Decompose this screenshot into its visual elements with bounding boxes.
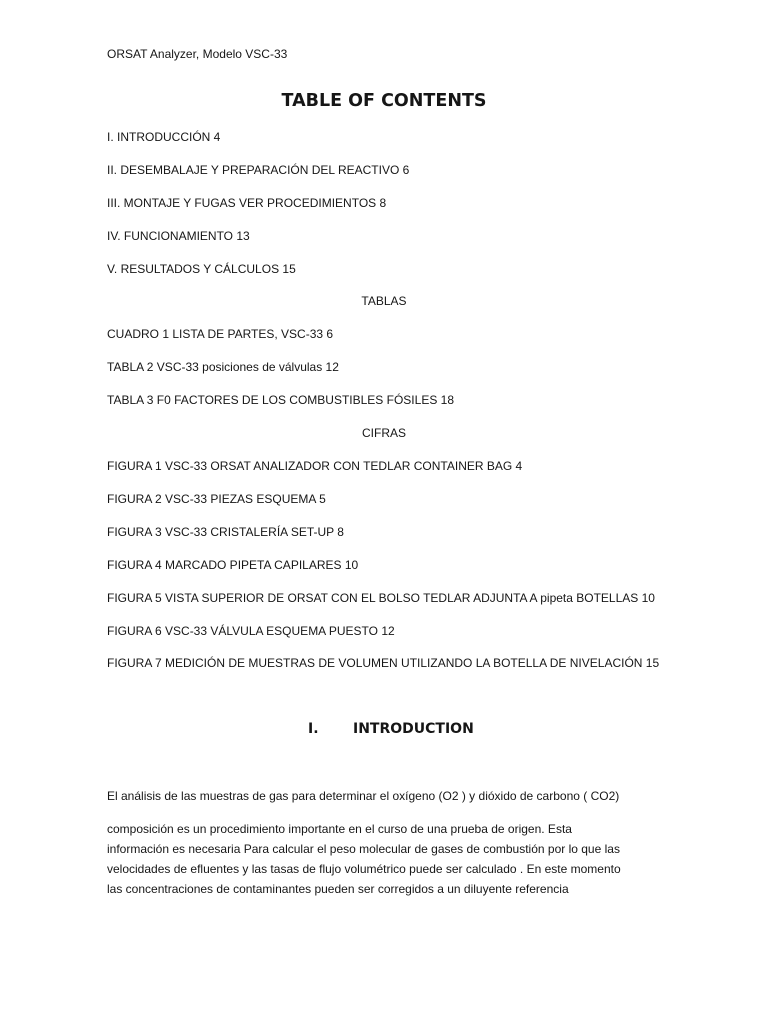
paragraph-line: composición es un procedimiento importante en el curso de una prueba de origen. Esta bbox=[107, 822, 572, 836]
chapter-title: INTRODUCTION bbox=[353, 721, 474, 737]
paragraph-line: velocidades de efluentes y las tasas de flujo volumétrico puede ser calculado . En este momento bbox=[107, 862, 621, 876]
toc-entry: II. DESEMBALAJE Y PREPARACIÓN DEL REACTIVO 6 bbox=[107, 163, 410, 177]
figure-entry: FIGURA 3 VSC-33 CRISTALERÍA SET-UP 8 bbox=[107, 525, 344, 539]
paragraph-line: información es necesaria Para calcular el peso molecular de gases de combustión por lo que las bbox=[107, 842, 620, 856]
table-entry: TABLA 2 VSC-33 posiciones de válvulas 12 bbox=[107, 360, 339, 374]
table-entry: CUADRO 1 LISTA DE PARTES, VSC-33 6 bbox=[107, 327, 334, 341]
figure-entry: FIGURA 6 VSC-33 VÁLVULA ESQUEMA PUESTO 12 bbox=[107, 624, 395, 638]
table-entry: TABLA 3 F0 FACTORES DE LOS COMBUSTIBLES FÓSILES 18 bbox=[107, 393, 455, 407]
paragraph-line: las concentraciones de contaminantes pueden ser corregidos a un diluyente referencia bbox=[107, 882, 569, 896]
toc-entry: I. INTRODUCCIÓN 4 bbox=[107, 130, 221, 144]
figure-entry: FIGURA 2 VSC-33 PIEZAS ESQUEMA 5 bbox=[107, 492, 326, 506]
toc-entry: IV. FUNCIONAMIENTO 13 bbox=[107, 229, 250, 243]
figure-entry: FIGURA 5 VISTA SUPERIOR DE ORSAT CON EL BOLSO TEDLAR ADJUNTA A pipeta BOTELLAS 10 bbox=[107, 591, 655, 605]
figure-entry: FIGURA 1 VSC-33 ORSAT ANALIZADOR CON TEDLAR CONTAINER BAG 4 bbox=[107, 459, 523, 473]
chapter-number: I. bbox=[308, 721, 319, 737]
toc-entry: V. RESULTADOS Y CÁLCULOS 15 bbox=[107, 262, 296, 276]
document-header: ORSAT Analyzer, Modelo VSC-33 bbox=[107, 47, 288, 61]
toc-entry: III. MONTAJE Y FUGAS VER PROCEDIMIENTOS 8 bbox=[107, 196, 387, 210]
intro-lead-line: El análisis de las muestras de gas para determinar el oxígeno (O2 ) y dióxido de carbono ( CO2) bbox=[107, 789, 620, 803]
figures-heading: CIFRAS bbox=[361, 426, 406, 440]
toc-title: TABLE OF CONTENTS bbox=[281, 91, 487, 111]
figure-entry: FIGURA 4 MARCADO PIPETA CAPILARES 10 bbox=[107, 558, 359, 572]
tables-heading: TABLAS bbox=[361, 294, 407, 308]
figure-entry: FIGURA 7 MEDICIÓN DE MUESTRAS DE VOLUMEN UTILIZANDO LA BOTELLA DE NIVELACIÓN 15 bbox=[107, 656, 660, 670]
